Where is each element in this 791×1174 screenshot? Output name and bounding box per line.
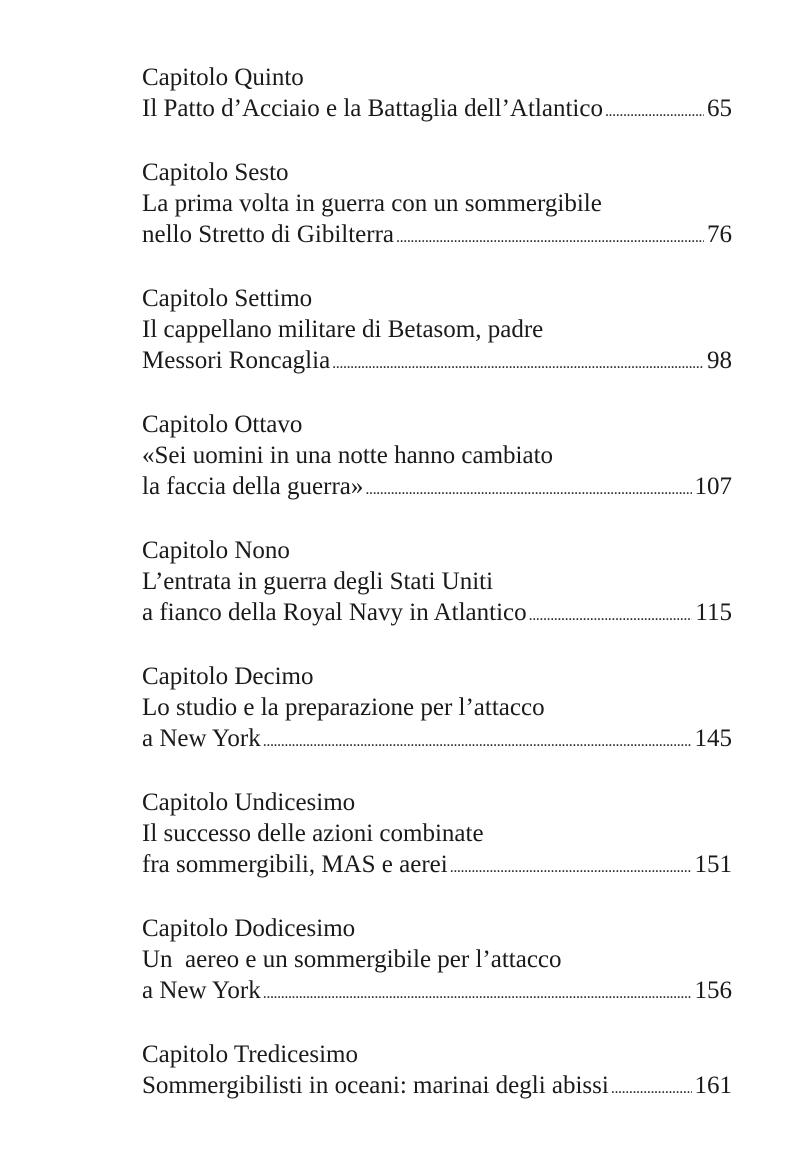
chapter-title-line	[142, 1070, 732, 1104]
toc-entry-nono[interactable]	[142, 535, 732, 631]
dot-leader	[605, 96, 704, 127]
chapter-title: a fianco della Royal Navy in Atlantico	[142, 599, 527, 626]
chapter-heading: Capitolo Decimo	[142, 663, 314, 690]
page-number: 98	[707, 347, 732, 374]
page-number: 115	[695, 599, 732, 626]
chapter-title: Messori Roncaglia	[142, 347, 331, 374]
page-number: 156	[694, 977, 732, 1004]
chapter-title-line	[142, 471, 732, 505]
chapter-title-line	[142, 93, 732, 127]
chapter-title-line	[142, 723, 732, 757]
chapter-heading: Capitolo Sesto	[142, 159, 289, 186]
toc-entry-decimo[interactable]	[142, 661, 732, 757]
chapter-title: «Sei uomini in una notte hanno cambiato	[142, 442, 554, 469]
chapter-title: Lo studio e la preparazione per l’attacco	[142, 694, 545, 721]
chapter-heading: Capitolo Undicesimo	[142, 789, 356, 816]
dot-leader	[611, 1073, 692, 1104]
chapter-heading: Capitolo Settimo	[142, 285, 313, 312]
chapter-title-line	[142, 849, 732, 883]
toc-entry-settimo[interactable]	[142, 283, 732, 379]
chapter-heading: Capitolo Tredicesimo	[142, 1041, 358, 1068]
chapter-title: fra sommergibili, MAS e aerei	[142, 851, 448, 878]
chapter-title-line	[142, 219, 732, 253]
chapter-title: la faccia della guerra»	[142, 473, 364, 500]
toc-entry-tredicesimo[interactable]	[142, 1039, 732, 1104]
chapter-title: nello Stretto di Gibilterra	[142, 221, 395, 248]
chapter-heading: Capitolo Ottavo	[142, 411, 303, 438]
chapter-heading: Capitolo Quinto	[142, 64, 304, 91]
page-number: 76	[707, 221, 732, 248]
dot-leader	[396, 222, 704, 253]
toc-entry-dodicesimo[interactable]	[142, 913, 732, 1009]
toc-entry-sesto[interactable]	[142, 157, 732, 253]
chapter-title: Il Patto d’Acciaio e la Battaglia dell’Atlantico	[142, 95, 603, 122]
page-number: 65	[707, 95, 732, 122]
dot-leader	[529, 600, 693, 631]
chapter-title-line	[142, 975, 732, 1009]
chapter-title-line	[142, 345, 732, 379]
page-number: 151	[694, 851, 732, 878]
chapter-title: a New York	[142, 977, 261, 1004]
page-number: 161	[694, 1072, 732, 1099]
dot-leader	[332, 348, 704, 379]
page-number: 107	[694, 473, 732, 500]
chapter-title-line	[142, 597, 732, 631]
dot-leader	[263, 978, 692, 1009]
chapter-title: Sommergibilisti in oceani: marinai degli abissi	[142, 1072, 609, 1099]
dot-leader	[450, 852, 692, 883]
chapter-title: Il successo delle azioni combinate	[142, 820, 484, 847]
dot-leader	[263, 726, 692, 757]
chapter-title: Un aereo e un sommergibile per l’attacco	[142, 946, 562, 973]
chapter-heading: Capitolo Nono	[142, 537, 290, 564]
toc-entry-quinto[interactable]	[142, 62, 732, 127]
page-number: 145	[694, 725, 732, 752]
chapter-title: La prima volta in guerra con un sommergibile	[142, 190, 602, 217]
chapter-title: a New York	[142, 725, 261, 752]
chapter-title: Il cappellano militare di Betasom, padre	[142, 316, 544, 343]
toc-entry-undicesimo[interactable]	[142, 787, 732, 883]
chapter-title: L’entrata in guerra degli Stati Uniti	[142, 568, 494, 595]
chapter-heading: Capitolo Dodicesimo	[142, 915, 356, 942]
table-of-contents	[142, 62, 732, 1134]
dot-leader	[365, 474, 691, 505]
toc-entry-ottavo[interactable]	[142, 409, 732, 505]
